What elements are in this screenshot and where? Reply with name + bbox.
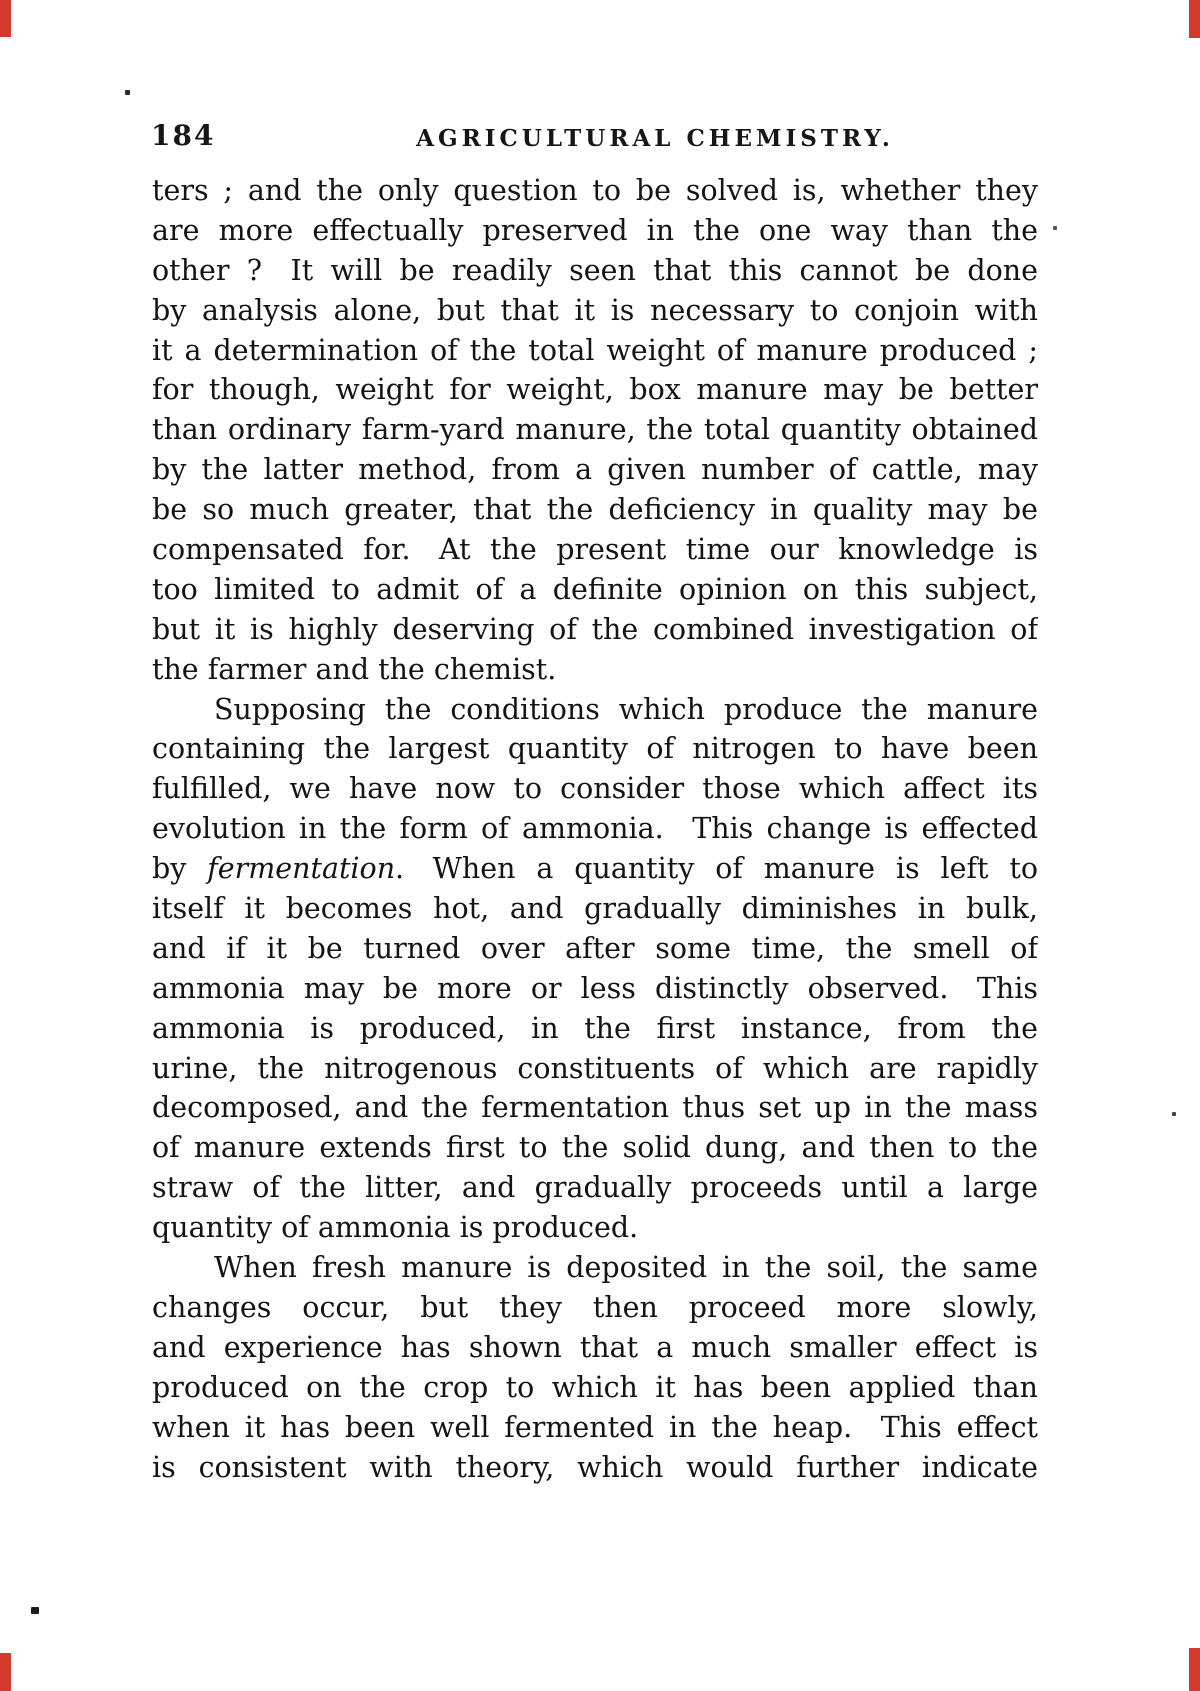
text-line: it a determination of the total weight of manure produced ; [152, 333, 1038, 367]
body-text [152, 171, 1038, 1487]
text-line-paragraph-start: Supposing the conditions which produce the manure [214, 692, 1038, 726]
text-line: ters ; and the only question to be solved is, whether they [152, 174, 1038, 207]
text-line: by the latter method, from a given number of cattle, may [152, 453, 1038, 487]
text-line: but it is highly deserving of the combined investigation of [152, 612, 1038, 646]
text-line: than ordinary farm-yard manure, the total quantity obtained [152, 413, 1038, 447]
scan-artifact-bottom-left [0, 1653, 11, 1691]
text-line: evolution in the form of ammonia. This change is effected [152, 812, 1038, 846]
ink-speck [31, 1607, 39, 1614]
text-line: be so much greater, that the deficiency in quality may be [152, 493, 1038, 527]
text-line: are more effectually preserved in the one way than the [152, 213, 1038, 247]
text-line: for though, weight for weight, box manure may be better [152, 373, 1038, 407]
ink-speck [1172, 1112, 1176, 1116]
text-line-paragraph-end: the farmer and the chemist. [152, 652, 557, 686]
text-line: decomposed, and the fermentation thus set up in the mass [152, 1091, 1038, 1125]
scan-artifact-top-left [0, 0, 11, 37]
text-line: fulfilled, we have now to consider those which affect its [152, 772, 1038, 806]
scan-artifact-bottom-right [1189, 1648, 1200, 1691]
text-line: other ? It will be readily seen that this cannot be done [152, 253, 1038, 287]
text-line: compensated for. At the present time our knowledge is [152, 533, 1038, 567]
text-line: when it has been well fermented in the heap. This effect [152, 1410, 1038, 1444]
text-line-with-italic [152, 849, 1038, 889]
ink-speck [125, 90, 130, 95]
text-segment: by [152, 852, 208, 886]
text-line-paragraph-start: When fresh manure is deposited in the soil, the same [214, 1251, 1038, 1285]
text-line: urine, the nitrogenous constituents of which are rapidly [152, 1051, 1038, 1085]
text-line: and experience has shown that a much smaller effect is [152, 1330, 1038, 1364]
italic-word-fermentation: fermentation [207, 852, 396, 886]
text-line-paragraph-end: quantity of ammonia is produced. [152, 1211, 639, 1245]
text-line: containing the largest quantity of nitrogen to have been [152, 732, 1038, 766]
page-number: 184 [151, 119, 216, 152]
text-line: and if it be turned over after some time, the smell of [152, 931, 1038, 965]
text-line: of manure extends first to the solid dung, and then to the [152, 1131, 1038, 1165]
text-line: by analysis alone, but that it is necessary to conjoin with [152, 293, 1038, 327]
text-line: changes occur, but they then proceed more slowly, [152, 1290, 1038, 1324]
text-segment: . When a quantity of manure is left to [395, 852, 1038, 886]
text-line: itself it becomes hot, and gradually diminishes in bulk, [152, 892, 1038, 926]
ink-speck [1053, 226, 1057, 230]
text-line: ammonia is produced, in the first instance, from the [152, 1011, 1038, 1045]
running-header-title: AGRICULTURAL CHEMISTRY. [416, 125, 894, 152]
text-line: too limited to admit of a definite opinion on this subject, [152, 572, 1038, 606]
text-line: produced on the crop to which it has been applied than [152, 1370, 1038, 1404]
text-line: is consistent with theory, which would further indicate [152, 1450, 1038, 1484]
scan-artifact-top-right [1189, 0, 1200, 38]
text-line: ammonia may be more or less distinctly observed. This [152, 971, 1038, 1005]
text-line: straw of the litter, and gradually proceeds until a large [152, 1171, 1038, 1205]
